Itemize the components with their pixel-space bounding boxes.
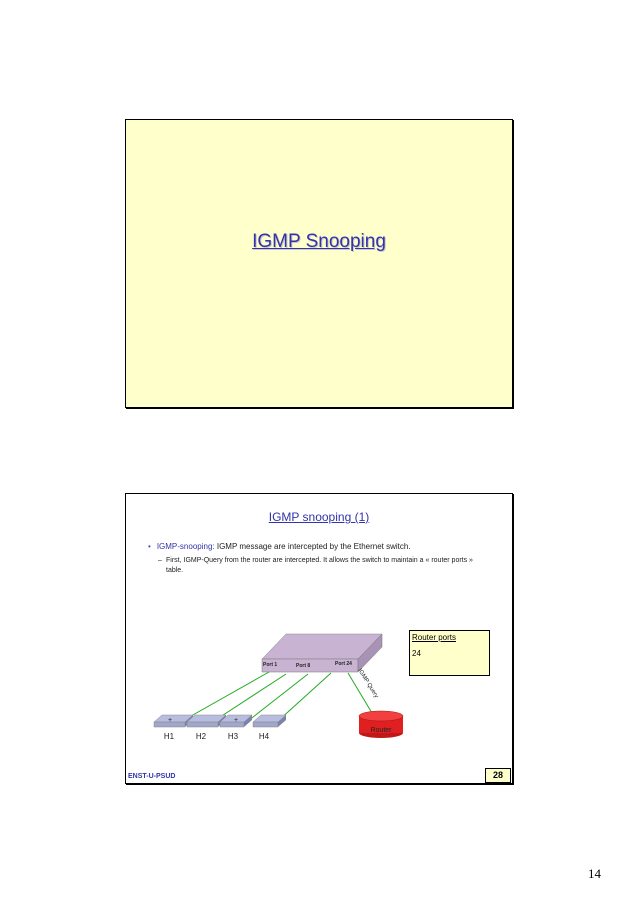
link-h4 xyxy=(278,673,331,721)
host-h1-label: H1 xyxy=(163,732,175,741)
link-h3 xyxy=(248,674,308,721)
slide-igmp-snooping-1 xyxy=(125,493,513,784)
page-number: 14 xyxy=(588,866,601,881)
slide-igmp-snooping xyxy=(125,119,513,408)
slide-title: IGMP snooping (1) xyxy=(268,510,370,524)
host-h2-front xyxy=(187,722,218,727)
port-1-label: Port 1 xyxy=(263,662,278,668)
member-mark-h1: + xyxy=(167,717,173,724)
router-top xyxy=(359,711,403,721)
dash-icon: – xyxy=(158,557,162,564)
router-label: Router xyxy=(370,727,392,734)
bullet-icon: • xyxy=(148,542,151,551)
sub-bullet-text: First, IGMP-Query from the router are intercepted. It allows the switch to maintain a « router ports » table. xyxy=(166,557,473,574)
slide-title: IGMP Snooping xyxy=(252,231,386,252)
port-24-label: Port 24 xyxy=(335,661,352,667)
host-h3-label: H3 xyxy=(227,732,239,741)
router-ports-header: Router ports xyxy=(412,633,457,642)
host-h4-front xyxy=(253,722,278,727)
router-ports-value: 24 xyxy=(412,649,421,658)
host-h3-front xyxy=(220,722,244,727)
port-8-label: Port 8 xyxy=(296,663,311,669)
footer-label: ENST-U-PSUD xyxy=(128,773,176,780)
slide-number: 28 xyxy=(485,768,511,783)
bullet-term: IGMP-snooping: xyxy=(156,542,215,551)
member-mark-h3: + xyxy=(233,717,239,724)
host-h2-label: H2 xyxy=(195,732,207,741)
router-ports-table xyxy=(409,630,490,676)
bullet-text: IGMP message are intercepted by the Ethernet switch. xyxy=(214,542,411,551)
igmp-query-label: IGMP Query xyxy=(356,667,380,700)
host-h4-label: H4 xyxy=(258,732,270,741)
